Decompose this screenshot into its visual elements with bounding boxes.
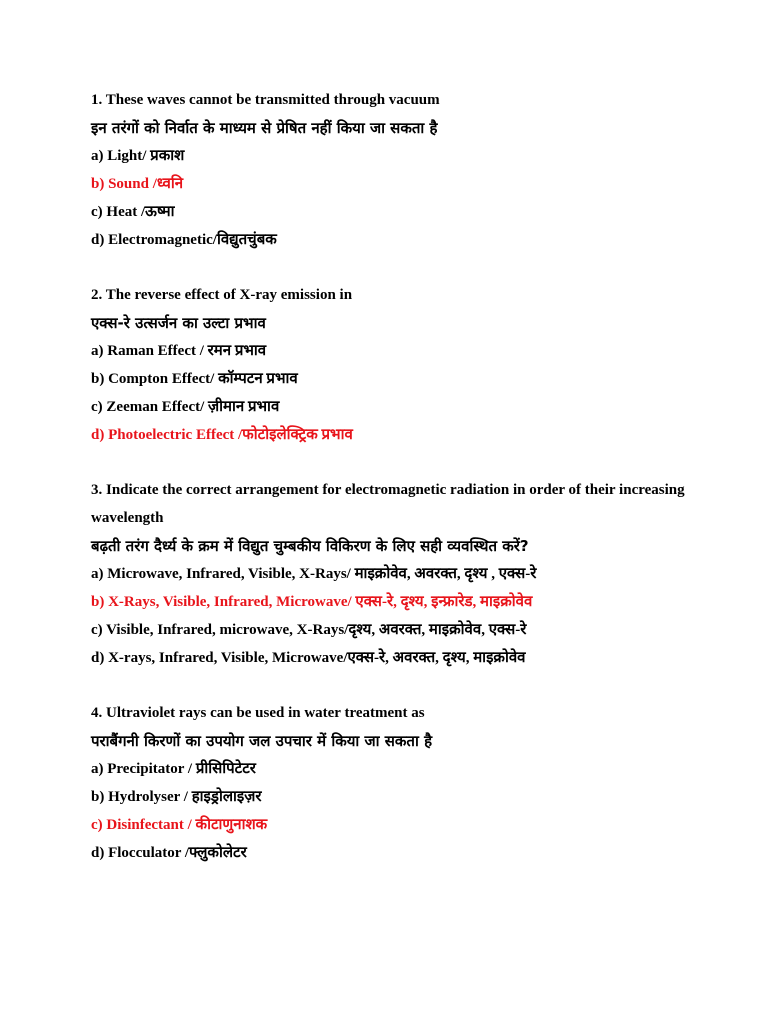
option-d: d) Electromagnetic/विद्युतचुंबक — [91, 232, 277, 248]
question-3 — [91, 476, 751, 672]
question-text-en: 2. The reverse effect of X-ray emission in — [91, 287, 353, 303]
question-text-en: 3. Indicate the correct arrangement for electromagnetic radiation in order of their increasing wavelength — [91, 482, 685, 526]
option-c: c) Heat /ऊष्मा — [91, 204, 175, 220]
option-a: a) Light/ प्रकाश — [91, 148, 185, 164]
option-d: d) X-rays, Infrared, Visible, Microwave/एक्स-रे, अवरक्त, दृश्य, माइक्रोवेव — [91, 650, 526, 666]
option-b-correct-answer: b) X-Rays, Visible, Infrared, Microwave/ एक्स-रे, दृश्य, इन्फ्रारेड, माइक्रोवेव — [91, 594, 533, 610]
option-a: a) Raman Effect / रमन प्रभाव — [91, 343, 267, 359]
question-1 — [91, 86, 751, 254]
option-b: b) Hydrolyser / हाइड्रोलाइज़र — [91, 789, 262, 805]
question-text-en: 4. Ultraviolet rays can be used in water treatment as — [91, 705, 425, 721]
option-b: b) Compton Effect/ कॉम्पटन प्रभाव — [91, 371, 298, 387]
option-a: a) Microwave, Infrared, Visible, X-Rays/ माइक्रोवेव, अवरक्त, दृश्य , एक्स-रे — [91, 566, 537, 582]
question-text-hi: पराबैंगनी किरणों का उपयोग जल उपचार में किया जा सकता है — [91, 732, 433, 750]
quiz-document — [91, 86, 751, 894]
option-b-correct-answer: b) Sound /ध्वनि — [91, 176, 184, 192]
question-text-hi: बढ़ती तरंग दैर्ध्य के क्रम में विद्युत चुम्बकीय विकिरण के लिए सही व्यवस्थित करें? — [91, 537, 529, 555]
option-c-correct-answer: c) Disinfectant / कीटाणुनाशक — [91, 817, 268, 833]
option-d-correct-answer: d) Photoelectric Effect /फोटोइलेक्ट्रिक प्रभाव — [91, 427, 353, 443]
option-a: a) Precipitator / प्रीसिपिटेटर — [91, 761, 256, 777]
question-2 — [91, 281, 751, 449]
option-c: c) Visible, Infrared, microwave, X-Rays/दृश्य, अवरक्त, माइक्रोवेव, एक्स-रे — [91, 622, 527, 638]
question-text-hi: एक्स-रे उत्सर्जन का उल्टा प्रभाव — [91, 314, 266, 332]
option-d: d) Flocculator /फ्लुकोलेटर — [91, 845, 247, 861]
question-text-hi: इन तरंगों को निर्वात के माध्यम से प्रेषित नहीं किया जा सकता है — [91, 119, 438, 137]
question-text-en: 1. These waves cannot be transmitted through vacuum — [91, 92, 440, 108]
question-4 — [91, 699, 751, 867]
option-c: c) Zeeman Effect/ ज़ीमान प्रभाव — [91, 399, 280, 415]
